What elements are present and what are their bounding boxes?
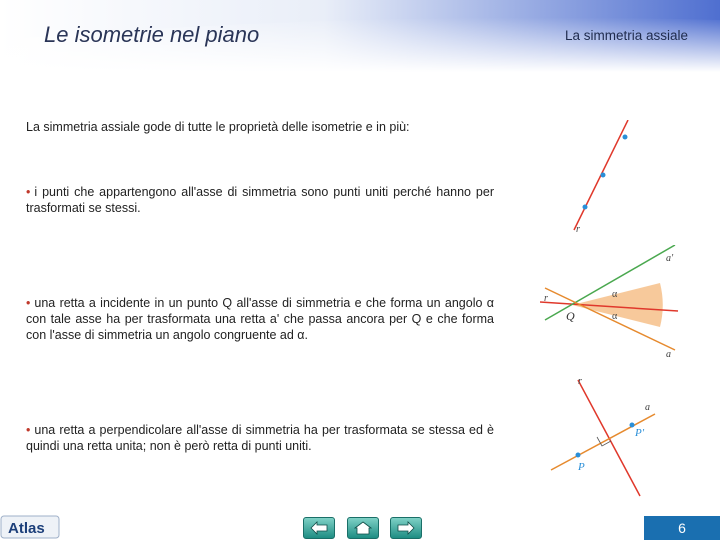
axis-label: r — [578, 376, 582, 387]
intro-text: La simmetria assiale gode di tutte le proprietà delle isometrie e in più: — [26, 120, 410, 134]
axis-label: r — [544, 293, 548, 304]
arrow-right-icon — [396, 521, 416, 535]
bullet-text: una retta a perpendicolare all'asse di simmetria ha per trasformata se stessa ed è quindi una retta unita; non è però retta di punti uniti. — [26, 423, 494, 453]
united-point — [583, 205, 588, 210]
bullet-text: una retta a incidente in un punto Q all'asse di simmetria e che forma un angolo α con tale asse ha per trasformata una retta a' che passa ancora per Q e che forma con l'asse di simmetria un angolo congruente ad α. — [26, 296, 494, 342]
forward-button[interactable] — [390, 517, 422, 539]
header-banner — [0, 0, 720, 72]
united-point — [623, 135, 628, 140]
point-p-prime — [630, 423, 635, 428]
back-button[interactable] — [303, 517, 335, 539]
bullet-text: i punti che appartengono all'asse di simmetria sono punti uniti perché hanno per trasformati se stessi. — [26, 185, 494, 215]
perpendicular-line-a — [551, 414, 655, 470]
atlas-logo — [0, 514, 62, 540]
section-subtitle: La simmetria assiale — [564, 28, 688, 43]
line-a-label: a — [666, 349, 671, 360]
point-p — [576, 453, 581, 458]
angle-label: α — [612, 289, 618, 300]
bullet-item — [26, 184, 494, 216]
united-point — [601, 173, 606, 178]
page-title: Le isometrie nel piano — [44, 22, 260, 47]
angle-label: α — [612, 311, 618, 322]
bullet-dot: • — [26, 296, 31, 310]
figure-incident-line — [540, 245, 680, 365]
bullet-item — [26, 422, 494, 454]
arrow-left-icon — [309, 521, 329, 535]
bullet-item — [26, 295, 494, 343]
page-number: 6 — [644, 516, 720, 540]
bullet-dot: • — [26, 185, 31, 199]
axis-label: r — [576, 224, 580, 235]
line-a-prime-label: a' — [666, 253, 674, 264]
figure-perpendicular-line — [545, 372, 665, 500]
point-p-prime-label: P' — [635, 427, 645, 439]
home-button[interactable] — [347, 517, 379, 539]
point-p-label: P — [578, 461, 585, 473]
logo-text: Atlas — [8, 520, 45, 537]
home-icon — [353, 521, 373, 535]
figure-united-points — [560, 120, 640, 240]
line-a-label: a — [645, 402, 650, 413]
point-q-label: Q — [566, 309, 575, 323]
bullet-dot: • — [26, 423, 31, 437]
